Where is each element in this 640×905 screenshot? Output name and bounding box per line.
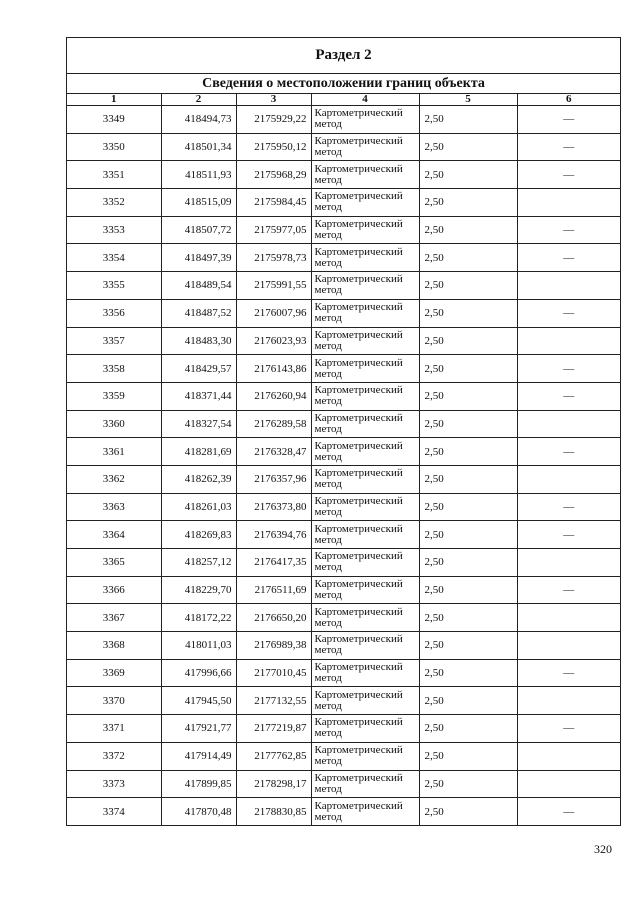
table-row	[67, 632, 620, 660]
column-6-cell: —	[517, 715, 620, 743]
column-6-cell: —	[517, 493, 620, 521]
table-row	[67, 299, 620, 327]
method-cell: Картометрический метод	[311, 632, 419, 660]
table-row	[67, 798, 620, 825]
x-coordinate-cell: 418229,70	[161, 576, 236, 604]
table-row	[67, 133, 620, 161]
x-coordinate-cell: 418494,73	[161, 106, 236, 134]
method-cell: Картометрический метод	[311, 382, 419, 410]
y-coordinate-cell: 2176373,80	[236, 493, 311, 521]
accuracy-cell: 2,50	[419, 521, 517, 549]
table-row	[67, 438, 620, 466]
method-cell: Картометрический метод	[311, 244, 419, 272]
method-cell: Картометрический метод	[311, 327, 419, 355]
method-cell: Картометрический метод	[311, 576, 419, 604]
table-row	[67, 493, 620, 521]
table-row	[67, 189, 620, 217]
column-6-cell: —	[517, 438, 620, 466]
accuracy-cell: 2,50	[419, 327, 517, 355]
x-coordinate-cell: 418262,39	[161, 465, 236, 493]
point-number-cell: 3350	[67, 133, 161, 161]
point-number-cell: 3360	[67, 410, 161, 438]
column-6-cell: —	[517, 521, 620, 549]
point-number-cell: 3363	[67, 493, 161, 521]
point-number-cell: 3370	[67, 687, 161, 715]
accuracy-cell: 2,50	[419, 549, 517, 577]
x-coordinate-cell: 417914,49	[161, 742, 236, 770]
y-coordinate-cell: 2178298,17	[236, 770, 311, 798]
x-coordinate-cell: 418261,03	[161, 493, 236, 521]
accuracy-cell: 2,50	[419, 272, 517, 300]
accuracy-cell: 2,50	[419, 106, 517, 134]
column-6-cell	[517, 604, 620, 632]
method-cell: Картометрический метод	[311, 189, 419, 217]
x-coordinate-cell: 418371,44	[161, 382, 236, 410]
method-cell: Картометрический метод	[311, 355, 419, 383]
point-number-cell: 3365	[67, 549, 161, 577]
column-6-cell	[517, 272, 620, 300]
x-coordinate-cell: 418172,22	[161, 604, 236, 632]
column-6-cell	[517, 189, 620, 217]
accuracy-cell: 2,50	[419, 687, 517, 715]
method-cell: Картометрический метод	[311, 687, 419, 715]
point-number-cell: 3374	[67, 798, 161, 825]
accuracy-cell: 2,50	[419, 576, 517, 604]
method-cell: Картометрический метод	[311, 216, 419, 244]
column-6-cell	[517, 770, 620, 798]
x-coordinate-cell: 418011,03	[161, 632, 236, 660]
accuracy-cell: 2,50	[419, 355, 517, 383]
point-number-cell: 3368	[67, 632, 161, 660]
x-coordinate-cell: 418497,39	[161, 244, 236, 272]
y-coordinate-cell: 2176989,38	[236, 632, 311, 660]
table-row	[67, 549, 620, 577]
y-coordinate-cell: 2175950,12	[236, 133, 311, 161]
column-6-cell: —	[517, 576, 620, 604]
table-row	[67, 244, 620, 272]
accuracy-cell: 2,50	[419, 133, 517, 161]
column-6-cell	[517, 742, 620, 770]
x-coordinate-cell: 418327,54	[161, 410, 236, 438]
method-cell: Картометрический метод	[311, 299, 419, 327]
point-number-cell: 3359	[67, 382, 161, 410]
column-6-cell: —	[517, 299, 620, 327]
y-coordinate-cell: 2178830,85	[236, 798, 311, 825]
column-6-cell: —	[517, 659, 620, 687]
x-coordinate-cell: 418515,09	[161, 189, 236, 217]
accuracy-cell: 2,50	[419, 410, 517, 438]
x-coordinate-cell: 417945,50	[161, 687, 236, 715]
point-number-cell: 3366	[67, 576, 161, 604]
table-row	[67, 576, 620, 604]
table-row	[67, 410, 620, 438]
accuracy-cell: 2,50	[419, 659, 517, 687]
y-coordinate-cell: 2176650,20	[236, 604, 311, 632]
y-coordinate-cell: 2176417,35	[236, 549, 311, 577]
column-6-cell	[517, 632, 620, 660]
table-row	[67, 382, 620, 410]
table-row	[67, 521, 620, 549]
method-cell: Картометрический метод	[311, 770, 419, 798]
method-cell: Картометрический метод	[311, 133, 419, 161]
point-number-cell: 3364	[67, 521, 161, 549]
y-coordinate-cell: 2176289,58	[236, 410, 311, 438]
section-subtitle: Сведения о местоположении границ объекта	[67, 74, 620, 94]
point-number-cell: 3369	[67, 659, 161, 687]
y-coordinate-cell: 2175991,55	[236, 272, 311, 300]
column-6-cell	[517, 410, 620, 438]
boundary-points-table	[67, 94, 620, 825]
point-number-cell: 3351	[67, 161, 161, 189]
point-number-cell: 3371	[67, 715, 161, 743]
x-coordinate-cell: 417870,48	[161, 798, 236, 825]
y-coordinate-cell: 2176394,76	[236, 521, 311, 549]
column-header-1: 1	[67, 94, 161, 106]
x-coordinate-cell: 418489,54	[161, 272, 236, 300]
y-coordinate-cell: 2176357,96	[236, 465, 311, 493]
column-header-5: 5	[419, 94, 517, 106]
accuracy-cell: 2,50	[419, 742, 517, 770]
method-cell: Картометрический метод	[311, 438, 419, 466]
method-cell: Картометрический метод	[311, 742, 419, 770]
column-6-cell: —	[517, 161, 620, 189]
y-coordinate-cell: 2177010,45	[236, 659, 311, 687]
document-frame	[66, 37, 621, 826]
y-coordinate-cell: 2176023,93	[236, 327, 311, 355]
accuracy-cell: 2,50	[419, 632, 517, 660]
accuracy-cell: 2,50	[419, 244, 517, 272]
table-row	[67, 659, 620, 687]
point-number-cell: 3352	[67, 189, 161, 217]
point-number-cell: 3361	[67, 438, 161, 466]
x-coordinate-cell: 417921,77	[161, 715, 236, 743]
table-row	[67, 715, 620, 743]
column-6-cell: —	[517, 382, 620, 410]
column-6-cell	[517, 465, 620, 493]
point-number-cell: 3362	[67, 465, 161, 493]
table-row	[67, 687, 620, 715]
accuracy-cell: 2,50	[419, 438, 517, 466]
column-6-cell: —	[517, 798, 620, 825]
table-row	[67, 272, 620, 300]
table-row	[67, 355, 620, 383]
table-row	[67, 465, 620, 493]
column-6-cell: —	[517, 355, 620, 383]
accuracy-cell: 2,50	[419, 604, 517, 632]
table-row	[67, 216, 620, 244]
table-row	[67, 327, 620, 355]
table-row	[67, 770, 620, 798]
y-coordinate-cell: 2176511,69	[236, 576, 311, 604]
point-number-cell: 3357	[67, 327, 161, 355]
point-number-cell: 3372	[67, 742, 161, 770]
page-number: 320	[594, 842, 612, 856]
column-header-3: 3	[236, 94, 311, 106]
method-cell: Картометрический метод	[311, 272, 419, 300]
point-number-cell: 3373	[67, 770, 161, 798]
column-6-cell: —	[517, 106, 620, 134]
x-coordinate-cell: 418511,93	[161, 161, 236, 189]
accuracy-cell: 2,50	[419, 798, 517, 825]
column-header-6: 6	[517, 94, 620, 106]
y-coordinate-cell: 2177132,55	[236, 687, 311, 715]
y-coordinate-cell: 2177219,87	[236, 715, 311, 743]
column-6-cell	[517, 549, 620, 577]
x-coordinate-cell: 418487,52	[161, 299, 236, 327]
method-cell: Картометрический метод	[311, 106, 419, 134]
y-coordinate-cell: 2176328,47	[236, 438, 311, 466]
table-row	[67, 161, 620, 189]
table-row	[67, 742, 620, 770]
y-coordinate-cell: 2175978,73	[236, 244, 311, 272]
method-cell: Картометрический метод	[311, 659, 419, 687]
method-cell: Картометрический метод	[311, 410, 419, 438]
column-6-cell	[517, 327, 620, 355]
x-coordinate-cell: 418257,12	[161, 549, 236, 577]
table-row	[67, 604, 620, 632]
table-header-row	[67, 94, 620, 106]
method-cell: Картометрический метод	[311, 604, 419, 632]
column-6-cell: —	[517, 216, 620, 244]
column-6-cell: —	[517, 244, 620, 272]
column-6-cell: —	[517, 133, 620, 161]
y-coordinate-cell: 2176143,86	[236, 355, 311, 383]
accuracy-cell: 2,50	[419, 770, 517, 798]
point-number-cell: 3367	[67, 604, 161, 632]
y-coordinate-cell: 2175929,22	[236, 106, 311, 134]
x-coordinate-cell: 418269,83	[161, 521, 236, 549]
x-coordinate-cell: 417996,66	[161, 659, 236, 687]
y-coordinate-cell: 2175968,29	[236, 161, 311, 189]
point-number-cell: 3355	[67, 272, 161, 300]
x-coordinate-cell: 418483,30	[161, 327, 236, 355]
point-number-cell: 3356	[67, 299, 161, 327]
method-cell: Картометрический метод	[311, 465, 419, 493]
column-header-4: 4	[311, 94, 419, 106]
point-number-cell: 3358	[67, 355, 161, 383]
point-number-cell: 3353	[67, 216, 161, 244]
y-coordinate-cell: 2176007,96	[236, 299, 311, 327]
point-number-cell: 3354	[67, 244, 161, 272]
accuracy-cell: 2,50	[419, 465, 517, 493]
x-coordinate-cell: 418281,69	[161, 438, 236, 466]
y-coordinate-cell: 2175977,05	[236, 216, 311, 244]
accuracy-cell: 2,50	[419, 161, 517, 189]
method-cell: Картометрический метод	[311, 715, 419, 743]
table-row	[67, 106, 620, 134]
section-title: Раздел 2	[67, 38, 620, 74]
method-cell: Картометрический метод	[311, 521, 419, 549]
point-number-cell: 3349	[67, 106, 161, 134]
accuracy-cell: 2,50	[419, 382, 517, 410]
x-coordinate-cell: 418507,72	[161, 216, 236, 244]
y-coordinate-cell: 2175984,45	[236, 189, 311, 217]
accuracy-cell: 2,50	[419, 493, 517, 521]
y-coordinate-cell: 2176260,94	[236, 382, 311, 410]
accuracy-cell: 2,50	[419, 189, 517, 217]
method-cell: Картометрический метод	[311, 493, 419, 521]
method-cell: Картометрический метод	[311, 161, 419, 189]
table-body	[67, 106, 620, 825]
column-header-2: 2	[161, 94, 236, 106]
y-coordinate-cell: 2177762,85	[236, 742, 311, 770]
x-coordinate-cell: 418501,34	[161, 133, 236, 161]
accuracy-cell: 2,50	[419, 299, 517, 327]
method-cell: Картометрический метод	[311, 798, 419, 825]
method-cell: Картометрический метод	[311, 549, 419, 577]
x-coordinate-cell: 417899,85	[161, 770, 236, 798]
column-6-cell	[517, 687, 620, 715]
x-coordinate-cell: 418429,57	[161, 355, 236, 383]
accuracy-cell: 2,50	[419, 216, 517, 244]
accuracy-cell: 2,50	[419, 715, 517, 743]
